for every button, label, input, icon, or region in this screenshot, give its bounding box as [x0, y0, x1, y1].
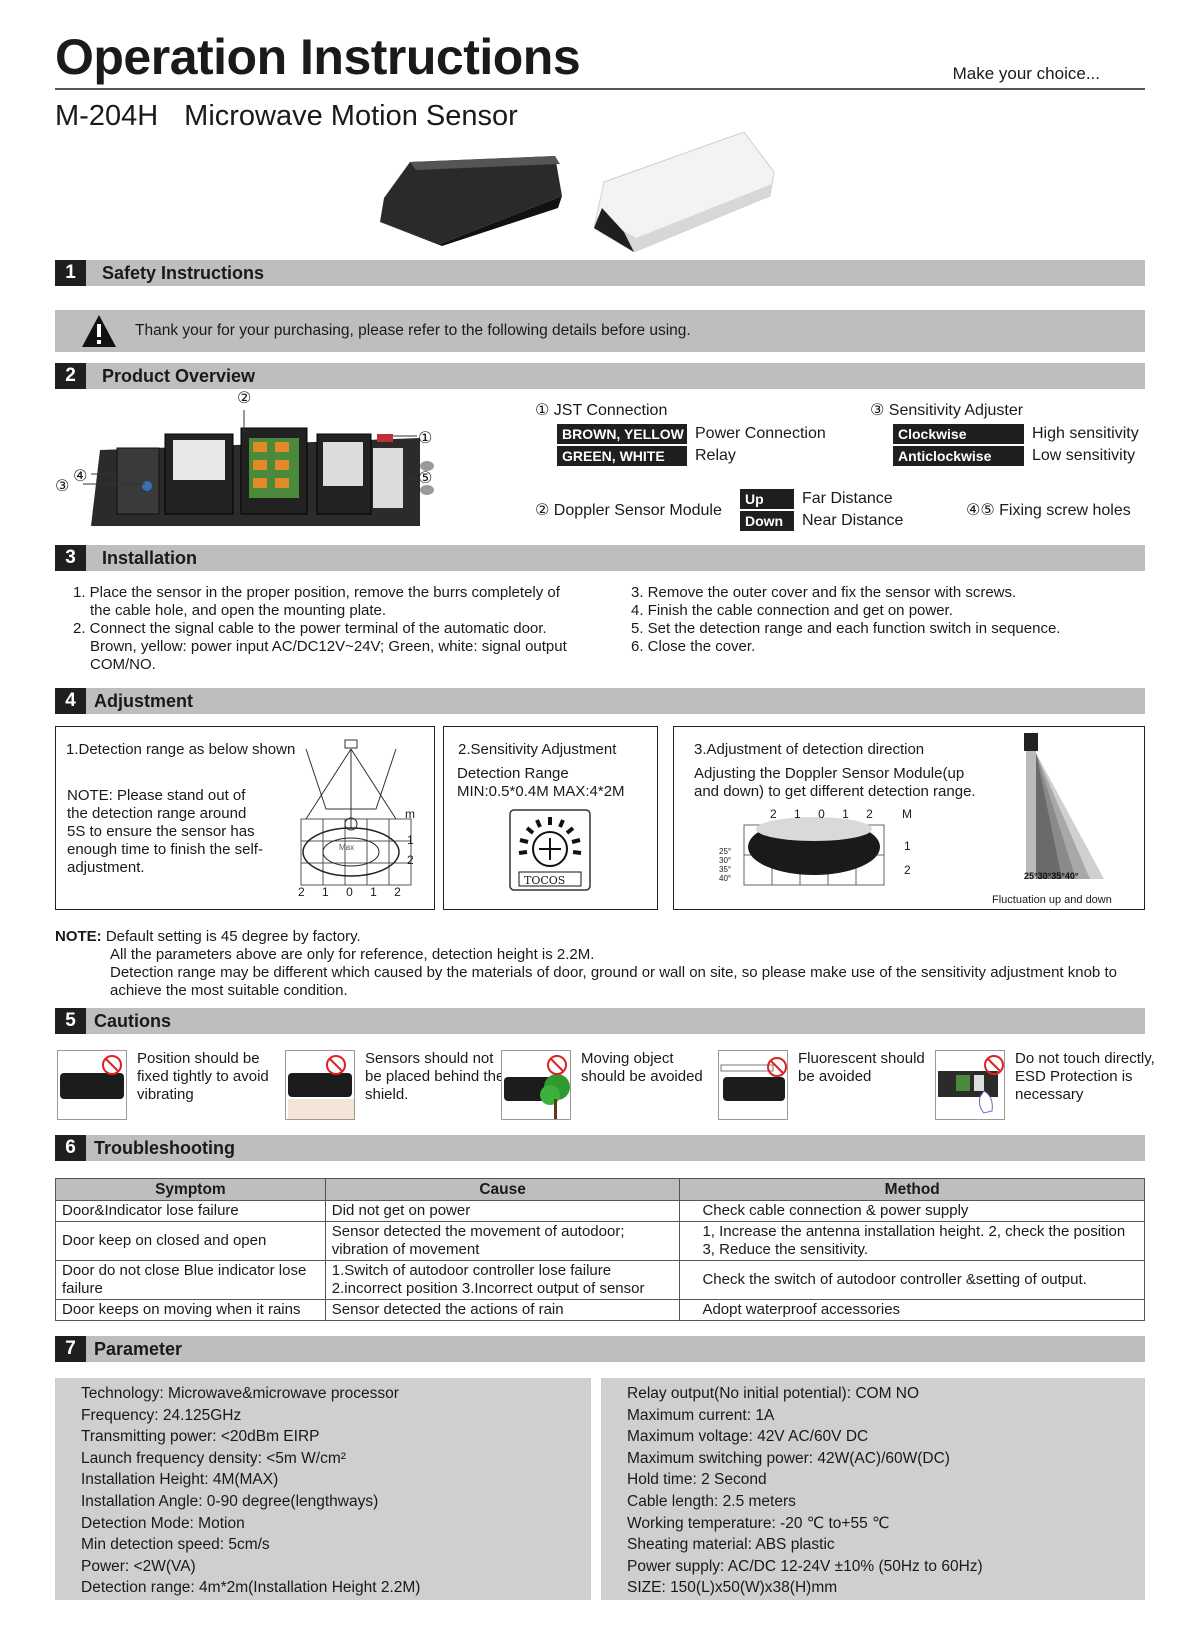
warning-icon: [81, 314, 117, 348]
tag-anticlockwise: Anticlockwise: [893, 446, 1024, 466]
parameter-item: Power: <2W(VA): [81, 1557, 196, 1575]
high-sensitivity-label: High sensitivity: [1032, 425, 1139, 442]
section-header-parameter: 7 Parameter: [55, 1336, 1145, 1362]
parameter-item: Hold time: 2 Second: [627, 1471, 767, 1489]
callout-5: ⑤: [418, 470, 433, 487]
symptom-cell: Door keeps on moving when it rains: [56, 1300, 326, 1321]
angle-labels: 25° 30° 35° 40°: [719, 847, 732, 883]
far-distance-label: Far Distance: [802, 490, 893, 507]
product-name: Microwave Motion Sensor: [184, 100, 518, 132]
cause-cell: 1.Switch of autodoor controller lose failure 2.incorrect position 3.Incorrect output of sensor: [325, 1261, 680, 1300]
box1-title: 1.Detection range as below shown: [66, 741, 296, 758]
adjustment-note: [55, 928, 1155, 1000]
callout-1: ①: [418, 430, 433, 447]
column-header-cause: Cause: [325, 1179, 680, 1201]
symptom-cell: Door&Indicator lose failure: [56, 1201, 326, 1222]
parameter-list-right: [601, 1378, 1145, 1600]
section-header-adjustment: 4 Adjustment: [55, 688, 1145, 714]
cause-cell: Did not get on power: [325, 1201, 680, 1222]
direction-y-tick-2: 2: [904, 863, 911, 877]
callout-3: ③: [55, 478, 70, 495]
method-cell: 1, Increase the antenna installation height. 2, check the position 3, Reduce the sensitivity.: [680, 1222, 1145, 1261]
parameter-item: Frequency: 24.125GHz: [81, 1406, 242, 1424]
box3-title: 3.Adjustment of detection direction: [694, 741, 925, 758]
tag-up: Up: [740, 489, 794, 509]
safety-text: Thank your for your purchasing, please refer to the following details before using.: [135, 322, 691, 339]
parameter-item: Cable length: 2.5 meters: [627, 1492, 796, 1510]
sensitivity-adjuster-title: ③ Sensitivity Adjuster: [870, 402, 1024, 419]
fixing-screw-holes: ④⑤ Fixing screw holes: [966, 502, 1131, 519]
box3-desc-2: and down) to get different detection range.: [694, 783, 976, 800]
installation-steps-right: [631, 584, 1151, 656]
installation-step: 2. Connect the signal cable to the power terminal of the automatic door. Brown, yellow: power input AC/DC12V~24V; Green, white: signal output COM/NO.: [73, 620, 567, 673]
section-header-cautions: 5 Cautions: [55, 1008, 1145, 1034]
installation-step: 6. Close the cover.: [631, 638, 756, 655]
column-header-method: Method: [680, 1179, 1145, 1201]
caution-text: Position should be fixed tightly to avoid vibrating: [137, 1050, 269, 1103]
section-header-installation: 3 Installation: [55, 545, 1145, 571]
symptom-cell: Door do not close Blue indicator lose failure: [56, 1261, 326, 1300]
caution-shield-image: [285, 1050, 355, 1120]
section-header-troubleshooting: 6 Troubleshooting: [55, 1135, 1145, 1161]
section-header-overview: 2 Product Overview: [55, 363, 1145, 389]
method-cell: Check cable connection & power supply: [680, 1201, 1145, 1222]
note-materials: Detection range may be different which caused by the materials of door, ground or wall on site, so please make use of the sensitivity adjustment knob to achieve the most suitable condition.: [110, 964, 1117, 999]
parameter-item: Detection Mode: Motion: [81, 1514, 245, 1532]
power-connection-label: Power Connection: [695, 425, 826, 442]
doppler-module-title: ② Doppler Sensor Module: [535, 502, 722, 519]
caution-text: Fluorescent should be avoided: [798, 1050, 925, 1085]
wire-tag-green-white: GREEN, WHITE: [557, 446, 687, 466]
product-subtitle: [55, 100, 518, 133]
sens-row-anticlockwise: [893, 446, 1135, 466]
note-reference: All the parameters above are only for reference, detection height is 2.2M.: [110, 946, 595, 963]
y-tick-2: 2: [407, 853, 414, 867]
installation-step: 1. Place the sensor in the proper position, remove the burrs completely of the cable hole, and open the mounting plate.: [73, 584, 560, 619]
low-sensitivity-label: Low sensitivity: [1032, 447, 1136, 464]
near-distance-label: Near Distance: [802, 512, 904, 529]
parameter-item: Transmitting power: <20dBm EIRP: [81, 1428, 320, 1446]
caution-esd-image: [935, 1050, 1005, 1120]
detection-range-diagram: [296, 739, 416, 889]
model-number: M-204H: [55, 100, 159, 132]
box2-range-values: MIN:0.5*0.4M MAX:4*2M: [457, 783, 625, 800]
symptom-cell: Door keep on closed and open: [56, 1222, 326, 1261]
direction-y-tick-1: 1: [904, 839, 911, 853]
table-row: [56, 1222, 1145, 1261]
y-tick-1: 1: [407, 833, 414, 847]
doppler-row-up: [740, 489, 893, 509]
jst-row-power: [557, 424, 826, 444]
brand-label: TOCOS: [524, 874, 566, 887]
method-cell: Check the switch of autodoor controller &setting of output.: [680, 1261, 1145, 1300]
parameter-item: SIZE: 150(L)x50(W)x38(H)mm: [627, 1579, 838, 1597]
sensitivity-adjustment-box: [443, 726, 658, 910]
parameter-item: Working temperature: -20 ℃ to+55 ℃: [627, 1514, 890, 1532]
parameter-item: Installation Angle: 0-90 degree(lengthways): [81, 1492, 379, 1510]
caution-vibration-image: [57, 1050, 127, 1120]
fluctuation-caption: Fluctuation up and down: [992, 894, 1112, 906]
box1-note: NOTE: Please stand out of the detection range around 5S to ensure the sensor has enough time to finish the self- adjustment.: [67, 787, 263, 876]
box3-desc-1: Adjusting the Doppler Sensor Module(up: [694, 765, 965, 782]
relay-label: Relay: [695, 447, 736, 464]
detection-direction-box: [673, 726, 1145, 910]
tag-down: Down: [740, 511, 794, 531]
caution-fluorescent-image: [718, 1050, 788, 1120]
parameter-item: Power supply: AC/DC 12-24V ±10% (50Hz to 60Hz): [627, 1557, 983, 1575]
tag-clockwise: Clockwise: [893, 424, 1024, 444]
parameter-list-left: [55, 1378, 591, 1600]
black-sensor-image: [380, 152, 565, 247]
parameter-item: Sheating material: ABS plastic: [627, 1536, 835, 1554]
parameter-item: Relay output(No initial potential): COM NO: [627, 1385, 920, 1402]
cause-cell: Sensor detected the actions of rain: [325, 1300, 680, 1321]
tagline: Make your choice...: [952, 64, 1100, 83]
caution-text: Do not touch directly, ESD Protection is necessary: [1015, 1050, 1155, 1103]
parameter-item: Maximum switching power: 42W(AC)/60W(DC): [627, 1449, 950, 1467]
callout-2: ②: [237, 390, 252, 407]
installation-step: 3. Remove the outer cover and fix the sensor with screws.: [631, 584, 1017, 601]
direction-axis-unit: M: [902, 807, 912, 821]
installation-steps-left: [73, 584, 583, 674]
note-label: NOTE:: [55, 928, 102, 945]
beam-fluctuation-diagram: [1014, 731, 1124, 881]
box2-title: 2.Sensitivity Adjustment: [458, 741, 617, 758]
method-cell: Adopt waterproof accessories: [680, 1300, 1145, 1321]
parameter-item: Detection range: 4m*2m(Installation Height 2.2M): [81, 1579, 421, 1597]
column-header-symptom: Symptom: [56, 1179, 326, 1201]
table-header-row: [56, 1179, 1145, 1201]
table-row: [56, 1201, 1145, 1222]
section-header-safety: 1 Safety Instructions: [55, 260, 1145, 286]
jst-connection-title: ① JST Connection: [535, 402, 668, 419]
detection-range-box: [55, 726, 435, 910]
table-row: [56, 1261, 1145, 1300]
header-divider: [55, 88, 1145, 90]
parameter-item: Installation Height: 4M(MAX): [81, 1471, 279, 1489]
caution-moving-object-image: [501, 1050, 571, 1120]
x-ticks: 2 1 0 1 2: [298, 885, 401, 899]
white-sensor-image: [594, 132, 779, 252]
jst-row-relay: [557, 446, 736, 466]
beam-angle-label: 25°30°35°40°: [1024, 871, 1079, 881]
parameter-item: Technology: Microwave&microwave processor: [81, 1385, 399, 1402]
troubleshooting-table: [55, 1178, 1145, 1321]
cause-cell: Sensor detected the movement of autodoor; vibration of movement: [325, 1222, 680, 1261]
note-default-setting: Default setting is 45 degree by factory.: [101, 928, 361, 945]
box2-range-label: Detection Range: [457, 765, 569, 782]
wire-tag-brown-yellow: BROWN, YELLOW: [557, 424, 687, 444]
max-label: Max: [339, 843, 355, 852]
doppler-row-down: [740, 511, 903, 531]
caution-text: Moving object should be avoided: [581, 1050, 703, 1085]
sens-row-clockwise: [893, 424, 1139, 444]
parameter-item: Maximum current: 1A: [627, 1406, 775, 1424]
sensor-board-diagram: [55, 398, 455, 533]
page-title: Operation Instructions: [55, 29, 581, 85]
installation-step: 5. Set the detection range and each function switch in sequence.: [631, 620, 1061, 637]
table-row: [56, 1300, 1145, 1321]
caution-text: Sensors should not be placed behind the shield.: [365, 1050, 505, 1103]
parameter-item: Min detection speed: 5cm/s: [81, 1536, 270, 1554]
direction-grid-diagram: [734, 817, 894, 897]
callout-4: ④: [73, 468, 88, 485]
installation-step: 4. Finish the cable connection and get on power.: [631, 602, 953, 619]
safety-notice: [55, 310, 1145, 352]
parameter-item: Launch frequency density: <5m W/cm²: [81, 1449, 346, 1467]
axis-unit-m: m: [405, 807, 415, 821]
direction-x-ticks: 2 1 0 1 2: [770, 807, 873, 821]
parameter-item: Maximum voltage: 42V AC/60V DC: [627, 1428, 869, 1446]
